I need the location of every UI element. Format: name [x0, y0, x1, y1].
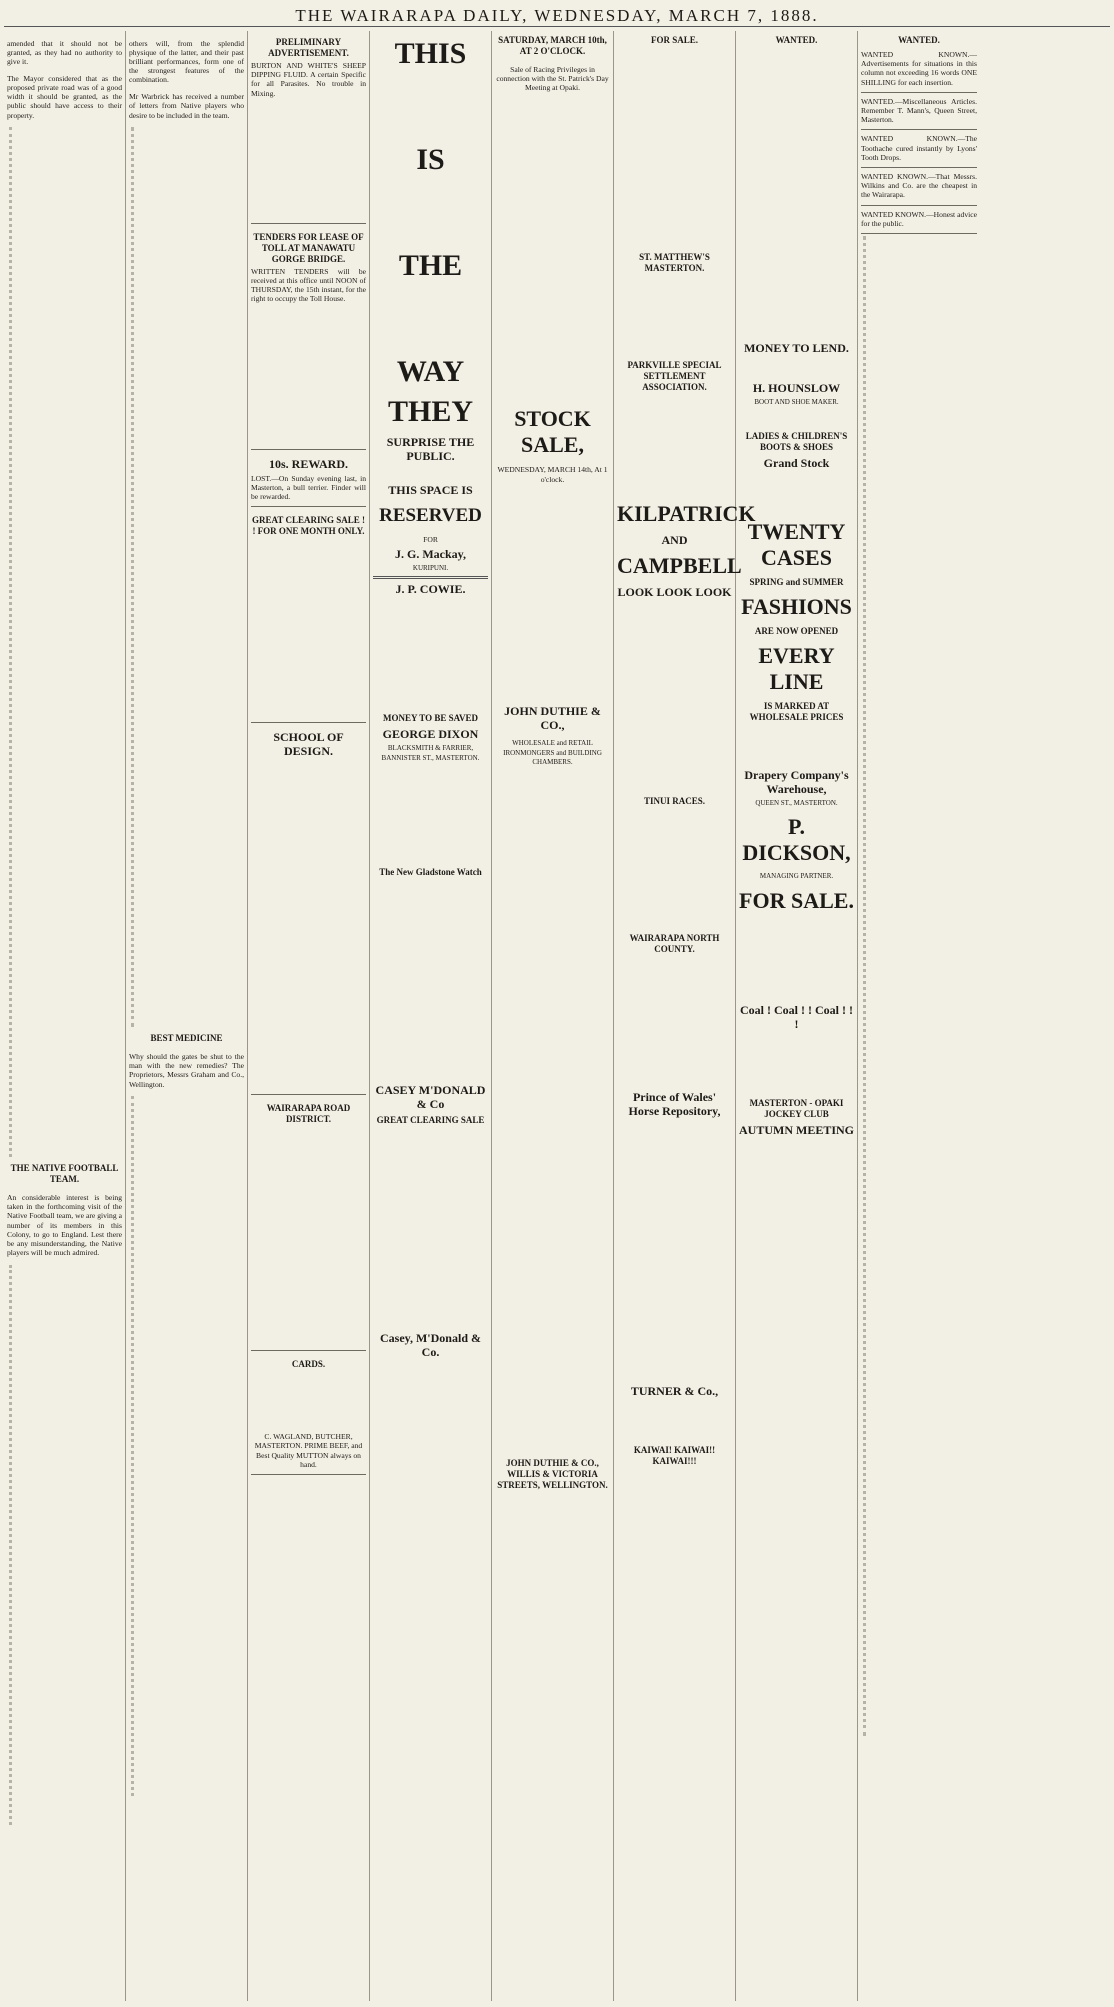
ad-heading: AND	[661, 533, 688, 547]
advertisement	[251, 725, 366, 1095]
ad-heading: TURNER & Co.,	[630, 1384, 719, 1398]
ad-text: MANAGING PARTNER.	[759, 872, 834, 881]
ad-heading: KAIWAI! KAIWAI!! KAIWAI!!!	[633, 1445, 716, 1466]
ad-heading: MONEY TO LEND.	[744, 341, 849, 355]
ad-heading: GEORGE DIXON	[382, 727, 479, 742]
ad-heading: Prince of Wales' Horse Repository,	[628, 1090, 721, 1118]
ad-heading: WANTED.	[775, 35, 818, 45]
display-text: THIS SPACE IS	[388, 483, 473, 497]
column-2	[126, 31, 248, 2001]
ad-text: WANTED KNOWN.—Advertisements for situations in this column not exceeding 16 words ONE SHILLING for each insertion.	[861, 50, 977, 87]
columns	[4, 31, 1110, 2001]
ad-text: BOOT AND SHOE MAKER.	[754, 398, 839, 406]
advertisement	[251, 1353, 366, 1475]
display-text: FOR	[423, 535, 438, 544]
column-7	[736, 31, 858, 2001]
ad-text: WRITTEN TENDERS will be received at this office until NOON of THURSDAY, the 15th instant, for the right to occupy the Toll House.	[251, 266, 366, 304]
ad-heading: LOOK LOOK LOOK	[617, 585, 732, 599]
classified-ad	[861, 95, 977, 131]
article-paragraph: amended that it should not be granted, as they had no authority to give it.	[7, 38, 122, 66]
ad-heading: MONEY TO BE SAVED	[383, 713, 478, 724]
display-text: KURIPUNI.	[412, 564, 449, 573]
ad-heading: TWENTY CASES	[747, 519, 846, 571]
text-block	[9, 1265, 122, 1825]
ad-heading: STOCK SALE,	[514, 405, 591, 457]
text-block	[131, 127, 244, 1027]
article-paragraph: An considerable interest is being taken in the forthcoming visit of the Native Football team, we are giving a number of its members in this Colony, to go to England. Lest there be any misunderstanding, the Native players will be much admired.	[7, 1193, 122, 1258]
ad-heading: JOHN DUTHIE & CO., WILLIS & VICTORIA STREETS, WELLINGTON.	[497, 1458, 608, 1490]
divider	[373, 576, 488, 579]
column-1	[4, 31, 126, 2001]
masthead: THE WAIRARAPA DAILY, WEDNESDAY, MARCH 7, 1888.	[4, 6, 1110, 27]
ad-text: WANTED.—Miscellaneous Articles. Remember T. Mann's, Queen Street, Masterton.	[861, 96, 977, 125]
ad-heading: The New Gladstone Watch	[379, 866, 482, 877]
ad-heading: 10s. REWARD.	[268, 456, 348, 471]
ad-heading: CAMPBELL	[617, 553, 742, 578]
ad-heading: P. DICKSON,	[742, 814, 851, 866]
ad-heading: Drapery Company's Warehouse,	[744, 768, 849, 797]
article-paragraph: The Mayor considered that as the proposed private road was of a good width it should be granted, as the public should have access to their property.	[7, 73, 122, 120]
ad-heading: FASHIONS	[741, 594, 852, 620]
advertisement	[251, 452, 366, 508]
display-text: J. G. Mackay,	[395, 547, 466, 562]
article-heading: THE NATIVE FOOTBALL TEAM.	[10, 1163, 119, 1185]
column-5	[492, 31, 614, 2001]
article-heading: BEST MEDICINE	[150, 1033, 223, 1044]
ad-heading: J. P. COWIE.	[395, 582, 466, 597]
ad-heading: IS MARKED AT WHOLESALE PRICES	[749, 701, 844, 723]
ad-heading: ST. MATTHEW'S MASTERTON.	[639, 252, 710, 273]
classified-ad	[861, 170, 977, 206]
ad-text: WANTED KNOWN.—That Messrs. Wilkins and Co. are the cheapest in the Wairarapa.	[861, 172, 977, 200]
ad-heading: KILPATRICK	[617, 501, 756, 526]
display-word: IS	[416, 143, 445, 176]
classified-ad	[861, 48, 977, 93]
display-word: THE	[398, 249, 463, 282]
ad-text: BLACKSMITH & FARRIER, BANNISTER ST., MASTERTON.	[381, 744, 480, 762]
ad-heading: LADIES & CHILDREN'S BOOTS & SHOES	[745, 431, 848, 453]
ad-text: Sale of Racing Privileges in connection with the St. Patrick's Day Meeting at Opaki.	[496, 64, 609, 92]
ad-heading: CARDS.	[291, 1359, 326, 1370]
article-paragraph: Mr Warbrick has received a number of letters from Native players who desire to be included in the team.	[129, 92, 244, 120]
ad-text: C. WAGLAND, BUTCHER, MASTERTON. PRIME BEEF, and Best Quality MUTTON always on hand.	[254, 1432, 363, 1469]
article-paragraph: others will, from the splendid physique of the latter, and their past brilliant performances, form one of the strongest features of the combination.	[129, 38, 244, 85]
ad-heading: TENDERS FOR LEASE OF TOLL AT MANAWATU GORGE BRIDGE.	[253, 231, 364, 264]
ad-text: LOST.—On Sunday evening last, in Masterton, a bull terrier. Finder will be rewarded.	[251, 473, 366, 502]
ad-heading: Grand Stock	[763, 456, 830, 471]
display-word: WAY	[396, 355, 465, 388]
ad-text: WANTED KNOWN.—The Toothache cured instantly by Lyons' Tooth Drops.	[861, 134, 977, 162]
ad-heading: PRELIMINARY ADVERTISEMENT.	[268, 37, 349, 58]
ad-heading: PARKVILLE SPECIAL SETTLEMENT ASSOCIATION.	[627, 360, 722, 392]
classified-ad	[861, 208, 977, 234]
text-block	[131, 1096, 244, 1796]
ad-heading: EVERY LINE	[758, 643, 835, 695]
ad-heading: WAIRARAPA ROAD DISTRICT.	[266, 1103, 351, 1125]
ad-heading: JOHN DUTHIE & CO.,	[504, 704, 601, 733]
text-block	[9, 127, 122, 1157]
ad-heading: FOR SALE.	[650, 35, 698, 45]
ad-heading: Coal ! Coal ! ! Coal ! ! !	[740, 1002, 853, 1031]
ad-heading: H. HOUNSLOW	[752, 381, 841, 395]
display-text: SURPRISE THE PUBLIC.	[386, 435, 475, 463]
ad-heading: GREAT CLEARING SALE ! ! FOR ONE MONTH ONLY.	[252, 515, 365, 537]
column-4	[370, 31, 492, 2001]
ad-heading: WANTED.	[898, 35, 940, 45]
advertisement	[251, 509, 366, 723]
ad-text: WANTED KNOWN.—Honest advice for the public.	[861, 209, 977, 228]
article-paragraph: Why should the gates be shut to the man with the new remedies? The Proprietors, Messrs Graham and Co., Wellington.	[129, 1052, 244, 1089]
ad-heading: SCHOOL OF DESIGN.	[273, 730, 344, 759]
column-6	[614, 31, 756, 2001]
display-word: THEY	[387, 395, 474, 428]
text-block	[863, 236, 977, 1736]
advertisement	[251, 226, 366, 450]
ad-heading: WAIRARAPA NORTH COUNTY.	[629, 933, 720, 954]
ad-heading: ARE NOW OPENED	[754, 626, 839, 637]
ad-text: WHOLESALE and RETAIL IRONMONGERS and BUILDING CHAMBERS.	[503, 739, 602, 766]
ad-heading: Casey, M'Donald & Co.	[379, 1330, 481, 1359]
ad-text: BURTON AND WHITE'S SHEEP DIPPING FLUID. A certain Specific for all Parasites. No trouble in Mixing.	[251, 61, 366, 98]
ad-heading: SPRING and SUMMER	[749, 577, 844, 588]
ad-heading: GREAT CLEARING SALE	[376, 1114, 485, 1125]
column-3	[248, 31, 370, 2001]
ad-heading: SATURDAY, MARCH 10th, AT 2 O'CLOCK.	[498, 35, 607, 56]
ad-text: WEDNESDAY, MARCH 14th, At 1 o'clock.	[497, 465, 608, 484]
ad-heading: TINUI RACES.	[643, 796, 705, 806]
ad-text: QUEEN ST., MASTERTON.	[755, 799, 838, 808]
ad-heading: FOR SALE.	[739, 887, 854, 913]
classified-ad	[861, 132, 977, 168]
advertisement	[251, 1097, 366, 1351]
display-text: RESERVED	[379, 505, 482, 526]
ad-heading: CASEY M'DONALD & Co	[375, 1082, 486, 1111]
ad-heading: MASTERTON - OPAKI JOCKEY CLUB	[749, 1097, 844, 1119]
ad-heading: AUTUMN MEETING	[739, 1122, 855, 1137]
column-8	[858, 31, 980, 2001]
advertisement	[251, 31, 366, 224]
display-word: THIS	[394, 37, 467, 70]
